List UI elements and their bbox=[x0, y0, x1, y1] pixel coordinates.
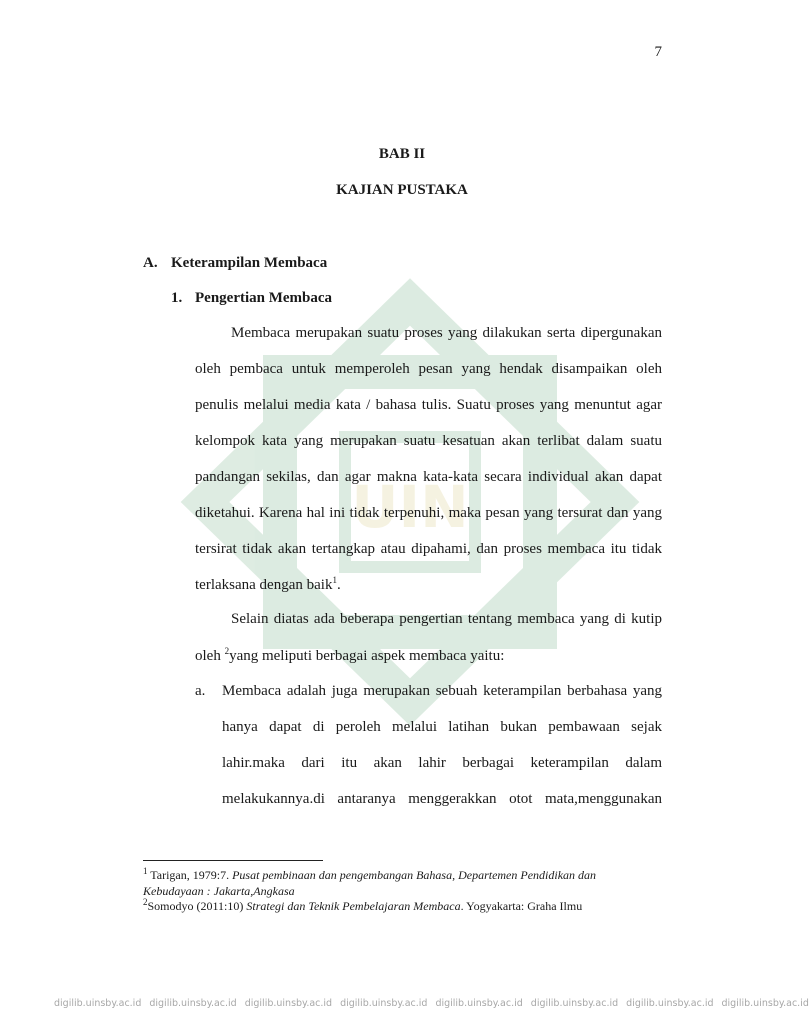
section-marker: A. bbox=[143, 255, 158, 271]
footnote-1 bbox=[143, 868, 596, 883]
footnote-2-text: Somodyo (2011:10) bbox=[147, 899, 247, 913]
repository-link[interactable]: digilib.uinsby.ac.id bbox=[435, 998, 523, 1009]
list-item-line: hanya dapat di peroleh melalui latihan bukan pembawaan sejak bbox=[222, 719, 662, 735]
section-title: Keterampilan Membaca bbox=[171, 255, 328, 271]
paragraph2-line2-start: oleh bbox=[195, 648, 225, 664]
paragraph1-line: tersirat tidak akan tertangkap atau dipahami, dan proses membaca itu tidak bbox=[195, 541, 662, 557]
list-item-marker: a. bbox=[195, 683, 206, 699]
chapter-label: BAB II bbox=[378, 146, 426, 162]
footnote-1-title-cont: Kebudayaan : Jakarta,Angkasa bbox=[143, 884, 295, 898]
footnote-1-text: Tarigan, 1979:7. bbox=[147, 868, 233, 882]
repository-link[interactable]: digilib.uinsby.ac.id bbox=[340, 998, 428, 1009]
paragraph2-line-2 bbox=[195, 648, 504, 665]
repository-strip bbox=[54, 998, 809, 1009]
paragraph1-line: Membaca merupakan suatu proses yang dilakukan serta dipergunakan bbox=[231, 325, 662, 341]
footnote-2-publisher: . Yogyakarta: Graha Ilmu bbox=[460, 899, 583, 913]
repository-link[interactable]: digilib.uinsby.ac.id bbox=[721, 998, 809, 1009]
paragraph1-last-line bbox=[195, 577, 341, 594]
paragraph1-line: diketahui. Karena hal ini tidak terpenuhi, maka pesan yang tersurat dan yang bbox=[195, 505, 662, 521]
paragraph1-line: penulis melalui media kata / bahasa tulis. Suatu proses yang menuntut agar bbox=[195, 397, 662, 413]
footnote-1-title: Pusat pembinaan dan pengembangan Bahasa, Departemen Pendidikan dan bbox=[232, 868, 597, 882]
repository-link[interactable]: digilib.uinsby.ac.id bbox=[54, 998, 142, 1009]
list-item-line: melakukannya.di antaranya menggerakkan otot mata,menggunakan bbox=[222, 791, 662, 807]
paragraph1-last-text: terlaksana dengan baik bbox=[195, 577, 333, 593]
paragraph1-period: . bbox=[336, 577, 341, 593]
paragraph2-line2-end: yang meliputi berbagai aspek membaca yaitu: bbox=[229, 648, 505, 664]
footnote-2 bbox=[143, 899, 582, 914]
paragraph1-line: pandangan sekilas, dan agar makna kata-kata secara individual akan dapat bbox=[195, 469, 662, 485]
footnote-1-number: 1 bbox=[143, 866, 148, 876]
footnote-ref-1[interactable]: 1 bbox=[332, 575, 337, 585]
paragraph2-line: Selain diatas ada beberapa pengertian tentang membaca yang di kutip bbox=[231, 611, 662, 627]
paragraph1-line: oleh pembaca untuk memperoleh pesan yang hendak disampaikan oleh bbox=[195, 361, 662, 377]
chapter-title: KAJIAN PUSTAKA bbox=[336, 182, 468, 198]
subsection-marker: 1. bbox=[171, 290, 183, 306]
paragraph1-line: kelompok kata yang merupakan suatu kesatuan akan terlibat dalam suatu bbox=[195, 433, 662, 449]
repository-link[interactable]: digilib.uinsby.ac.id bbox=[149, 998, 237, 1009]
watermark-logo-lettering: UIN bbox=[351, 473, 469, 541]
subsection-title: Pengertian Membaca bbox=[195, 290, 333, 306]
page-number: 7 bbox=[654, 44, 662, 60]
list-item-line: Membaca adalah juga merupakan sebuah keterampilan berbahasa yang bbox=[222, 683, 662, 699]
list-item-line: lahir.maka dari itu akan lahir berbagai keterampilan dalam bbox=[222, 755, 662, 771]
footnote-1-line-2 bbox=[143, 884, 295, 899]
repository-link[interactable]: digilib.uinsby.ac.id bbox=[244, 998, 333, 1009]
repository-link[interactable]: digilib.uinsby.ac.id bbox=[530, 998, 619, 1009]
footnote-ref-2[interactable]: 2 bbox=[224, 646, 230, 656]
footnote-2-number: 2 bbox=[143, 897, 148, 907]
repository-link[interactable]: digilib.uinsby.ac.id bbox=[626, 998, 714, 1009]
footnote-divider bbox=[143, 860, 323, 861]
footnote-2-title: Strategi dan Teknik Pembelajaran Membaca bbox=[246, 899, 461, 913]
